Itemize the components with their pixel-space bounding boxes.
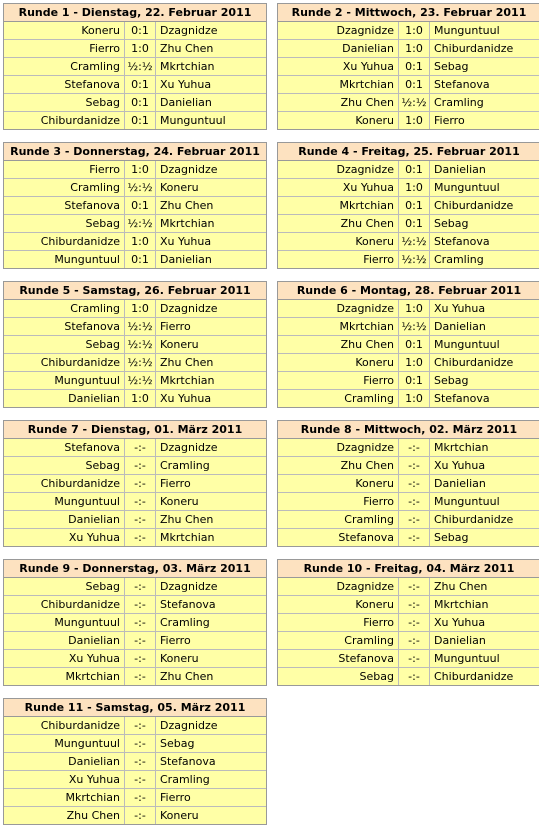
game-result: -:- [125,789,156,806]
game-result: 1:0 [125,390,156,407]
white-player: Sebag [4,336,125,353]
game-row [4,251,266,268]
game-result: 0:1 [399,215,430,232]
game-result: 0:1 [125,197,156,214]
round-header: Runde 1 - Dienstag, 22. Februar 2011 [4,4,266,22]
game-result: 0:1 [399,372,430,389]
white-player: Cramling [4,300,125,317]
game-result: -:- [125,771,156,788]
black-player: Koneru [160,181,199,194]
game-result: -:- [125,511,156,528]
black-player: Koneru [160,338,199,351]
game-result: 1:0 [125,233,156,250]
game-row [278,318,539,336]
game-row [4,650,266,668]
white-player: Dzagnidze [278,161,399,178]
white-player: Danielian [278,40,399,57]
game-result: -:- [399,632,430,649]
game-result: -:- [125,493,156,510]
white-player: Koneru [278,475,399,492]
game-row [4,475,266,493]
game-result: ½:½ [125,354,156,371]
game-result: 0:1 [399,197,430,214]
game-row [4,771,266,789]
game-result: -:- [399,668,430,685]
game-row [4,40,266,58]
game-row [278,336,539,354]
game-row [4,76,266,94]
white-player: Dzagnidze [278,439,399,456]
round-1-table [3,3,267,130]
round-header: Runde 7 - Dienstag, 01. März 2011 [4,421,266,439]
game-result: ½:½ [125,215,156,232]
white-player: Mkrtchian [278,318,399,335]
game-row [4,161,266,179]
round-header: Runde 11 - Samstag, 05. März 2011 [4,699,266,717]
game-result: ½:½ [399,318,430,335]
round-header: Runde 4 - Freitag, 25. Februar 2011 [278,143,539,161]
game-row [278,251,539,268]
white-player: Koneru [4,22,125,39]
game-result: 0:1 [125,94,156,111]
white-player: Fierro [4,161,125,178]
black-player: Koneru [160,809,199,822]
round-header: Runde 3 - Donnerstag, 24. Februar 2011 [4,143,266,161]
white-player: Stefanova [4,439,125,456]
white-player: Zhu Chen [278,457,399,474]
black-player: Mkrtchian [160,217,215,230]
round-header: Runde 6 - Montag, 28. Februar 2011 [278,282,539,300]
black-player: Koneru [160,652,199,665]
game-row [4,94,266,112]
game-row [278,457,539,475]
white-player: Munguntuul [4,735,125,752]
game-result: -:- [399,614,430,631]
game-row [4,390,266,407]
white-player: Munguntuul [4,251,125,268]
white-player: Xu Yuhua [278,179,399,196]
white-player: Sebag [4,94,125,111]
black-player: Koneru [160,495,199,508]
game-result: 1:0 [399,179,430,196]
round-10-table [277,559,539,686]
game-row [4,753,266,771]
game-row [4,717,266,735]
black-player: Mkrtchian [160,531,215,544]
game-result: -:- [125,578,156,595]
game-row [4,300,266,318]
game-result: ½:½ [125,58,156,75]
black-player: Fierro [160,634,191,647]
white-player: Chiburdanidze [4,233,125,250]
game-result: 1:0 [399,354,430,371]
round-4-table [277,142,539,269]
black-player: Danielian [434,634,486,647]
black-player: Xu Yuhua [160,78,212,91]
game-row [4,372,266,390]
black-player: Cramling [434,96,484,109]
black-player: Sebag [434,531,469,544]
game-result: -:- [399,529,430,546]
game-row [278,529,539,546]
game-result: -:- [399,511,430,528]
black-player: Zhu Chen [160,42,214,55]
black-player: Zhu Chen [160,670,214,683]
white-player: Stefanova [4,318,125,335]
game-result: -:- [125,596,156,613]
game-row [4,215,266,233]
game-row [278,632,539,650]
game-result: -:- [399,578,430,595]
game-row [4,336,266,354]
black-player: Dzagnidze [160,441,218,454]
game-row [278,197,539,215]
white-player: Munguntuul [4,493,125,510]
black-player: Fierro [160,320,191,333]
black-player: Cramling [160,773,210,786]
white-player: Dzagnidze [278,300,399,317]
game-row [4,511,266,529]
black-player: Mkrtchian [434,598,489,611]
black-player: Dzagnidze [160,580,218,593]
black-player: Mkrtchian [434,441,489,454]
black-player: Munguntuul [434,24,500,37]
black-player: Xu Yuhua [434,459,486,472]
white-player: Danielian [4,390,125,407]
white-player: Xu Yuhua [278,58,399,75]
game-row [278,372,539,390]
black-player: Mkrtchian [160,374,215,387]
white-player: Zhu Chen [278,336,399,353]
game-result: 0:1 [399,336,430,353]
game-result: ½:½ [399,94,430,111]
white-player: Stefanova [4,197,125,214]
white-player: Cramling [278,511,399,528]
black-player: Zhu Chen [434,580,488,593]
white-player: Koneru [278,354,399,371]
white-player: Chiburdanidze [4,475,125,492]
black-player: Fierro [160,791,191,804]
white-player: Mkrtchian [4,789,125,806]
game-row [278,596,539,614]
white-player: Munguntuul [4,614,125,631]
game-result: -:- [125,457,156,474]
white-player: Zhu Chen [4,807,125,824]
black-player: Xu Yuhua [434,302,486,315]
black-player: Fierro [160,477,191,490]
game-result: 1:0 [399,40,430,57]
white-player: Stefanova [278,529,399,546]
game-row [278,76,539,94]
game-result: 0:1 [399,58,430,75]
game-result: -:- [125,632,156,649]
game-row [4,233,266,251]
game-row [278,493,539,511]
game-row [4,735,266,753]
game-result: 0:1 [125,22,156,39]
white-player: Sebag [4,457,125,474]
black-player: Danielian [160,253,212,266]
game-row [278,22,539,40]
game-result: -:- [399,457,430,474]
round-3-table [3,142,267,269]
black-player: Chiburdanidze [434,199,514,212]
game-result: ½:½ [399,251,430,268]
game-result: 1:0 [399,22,430,39]
game-row [4,457,266,475]
game-result: 0:1 [125,251,156,268]
white-player: Mkrtchian [4,668,125,685]
game-row [278,439,539,457]
black-player: Chiburdanidze [434,513,514,526]
round-7-table [3,420,267,547]
game-row [4,318,266,336]
black-player: Xu Yuhua [160,235,212,248]
game-result: -:- [125,614,156,631]
game-result: -:- [125,529,156,546]
round-11-table [3,698,267,825]
game-row [4,614,266,632]
black-player: Cramling [160,616,210,629]
game-result: -:- [125,439,156,456]
game-row [4,807,266,824]
game-row [4,596,266,614]
black-player: Cramling [160,459,210,472]
black-player: Chiburdanidze [434,670,514,683]
black-player: Zhu Chen [160,199,214,212]
round-header: Runde 8 - Mittwoch, 02. März 2011 [278,421,539,439]
game-row [4,354,266,372]
game-row [278,650,539,668]
white-player: Fierro [4,40,125,57]
game-row [278,390,539,407]
game-result: -:- [399,439,430,456]
black-player: Chiburdanidze [434,356,514,369]
white-player: Fierro [278,372,399,389]
game-result: 1:0 [399,112,430,129]
game-row [4,578,266,596]
game-row [4,668,266,685]
white-player: Chiburdanidze [4,354,125,371]
black-player: Munguntuul [434,495,500,508]
game-row [278,40,539,58]
white-player: Koneru [278,112,399,129]
white-player: Mkrtchian [278,76,399,93]
round-9-table [3,559,267,686]
white-player: Danielian [4,632,125,649]
black-player: Stefanova [434,235,490,248]
white-player: Zhu Chen [278,215,399,232]
game-row [4,632,266,650]
white-player: Sebag [278,668,399,685]
game-row [278,511,539,529]
black-player: Danielian [434,477,486,490]
game-result: -:- [125,807,156,824]
white-player: Sebag [4,578,125,595]
black-player: Munguntuul [434,652,500,665]
black-player: Sebag [434,60,469,73]
round-header: Runde 2 - Mittwoch, 23. Februar 2011 [278,4,539,22]
game-row [278,475,539,493]
game-row [4,789,266,807]
game-result: ½:½ [125,179,156,196]
black-player: Dzagnidze [160,163,218,176]
game-row [278,300,539,318]
game-result: -:- [399,650,430,667]
game-result: -:- [125,753,156,770]
round-2-table [277,3,539,130]
round-8-table [277,420,539,547]
white-player: Danielian [4,753,125,770]
game-row [278,94,539,112]
game-row [278,578,539,596]
game-row [4,197,266,215]
game-result: ½:½ [125,318,156,335]
game-result: 0:1 [125,112,156,129]
game-result: ½:½ [125,372,156,389]
game-row [278,233,539,251]
game-row [278,58,539,76]
black-player: Munguntuul [434,338,500,351]
white-player: Cramling [278,632,399,649]
black-player: Xu Yuhua [160,392,212,405]
white-player: Koneru [278,233,399,250]
white-player: Danielian [4,511,125,528]
white-player: Koneru [278,596,399,613]
black-player: Stefanova [434,392,490,405]
game-result: -:- [125,735,156,752]
black-player: Munguntuul [160,114,226,127]
white-player: Dzagnidze [278,22,399,39]
game-result: 0:1 [399,161,430,178]
game-row [4,112,266,129]
black-player: Zhu Chen [160,356,214,369]
game-result: 1:0 [125,300,156,317]
black-player: Xu Yuhua [434,616,486,629]
game-result: 1:0 [125,161,156,178]
black-player: Stefanova [434,78,490,91]
black-player: Munguntuul [434,181,500,194]
black-player: Stefanova [160,598,216,611]
black-player: Mkrtchian [160,60,215,73]
game-row [278,668,539,685]
black-player: Cramling [434,253,484,266]
game-row [278,112,539,129]
game-result: 1:0 [125,40,156,57]
game-row [278,614,539,632]
game-result: ½:½ [399,233,430,250]
black-player: Danielian [160,96,212,109]
white-player: Stefanova [278,650,399,667]
round-header: Runde 9 - Donnerstag, 03. März 2011 [4,560,266,578]
white-player: Stefanova [4,76,125,93]
game-row [278,215,539,233]
game-result: -:- [125,475,156,492]
game-row [278,161,539,179]
black-player: Sebag [160,737,195,750]
game-row [4,22,266,40]
white-player: Xu Yuhua [4,529,125,546]
game-row [278,179,539,197]
white-player: Chiburdanidze [4,717,125,734]
white-player: Cramling [4,179,125,196]
game-result: -:- [399,475,430,492]
round-6-table [277,281,539,408]
game-row [4,58,266,76]
black-player: Dzagnidze [160,302,218,315]
game-result: 0:1 [399,76,430,93]
black-player: Fierro [434,114,465,127]
game-row [4,493,266,511]
white-player: Xu Yuhua [4,650,125,667]
game-result: -:- [399,493,430,510]
white-player: Xu Yuhua [4,771,125,788]
game-result: 1:0 [399,390,430,407]
black-player: Dzagnidze [160,719,218,732]
white-player: Cramling [278,390,399,407]
game-result: 1:0 [399,300,430,317]
white-player: Cramling [4,58,125,75]
white-player: Zhu Chen [278,94,399,111]
black-player: Stefanova [160,755,216,768]
game-result: -:- [125,717,156,734]
white-player: Fierro [278,251,399,268]
game-result: ½:½ [125,336,156,353]
game-result: -:- [125,668,156,685]
black-player: Sebag [434,374,469,387]
black-player: Danielian [434,320,486,333]
round-5-table [3,281,267,408]
game-row [4,179,266,197]
game-row [4,439,266,457]
white-player: Sebag [4,215,125,232]
black-player: Danielian [434,163,486,176]
white-player: Chiburdanidze [4,596,125,613]
black-player: Sebag [434,217,469,230]
white-player: Fierro [278,493,399,510]
game-result: 0:1 [125,76,156,93]
black-player: Dzagnidze [160,24,218,37]
white-player: Munguntuul [4,372,125,389]
black-player: Chiburdanidze [434,42,514,55]
game-row [278,354,539,372]
white-player: Dzagnidze [278,578,399,595]
game-row [4,529,266,546]
round-header: Runde 5 - Samstag, 26. Februar 2011 [4,282,266,300]
white-player: Fierro [278,614,399,631]
round-header: Runde 10 - Freitag, 04. März 2011 [278,560,539,578]
game-result: -:- [399,596,430,613]
game-result: -:- [125,650,156,667]
black-player: Zhu Chen [160,513,214,526]
white-player: Mkrtchian [278,197,399,214]
white-player: Chiburdanidze [4,112,125,129]
